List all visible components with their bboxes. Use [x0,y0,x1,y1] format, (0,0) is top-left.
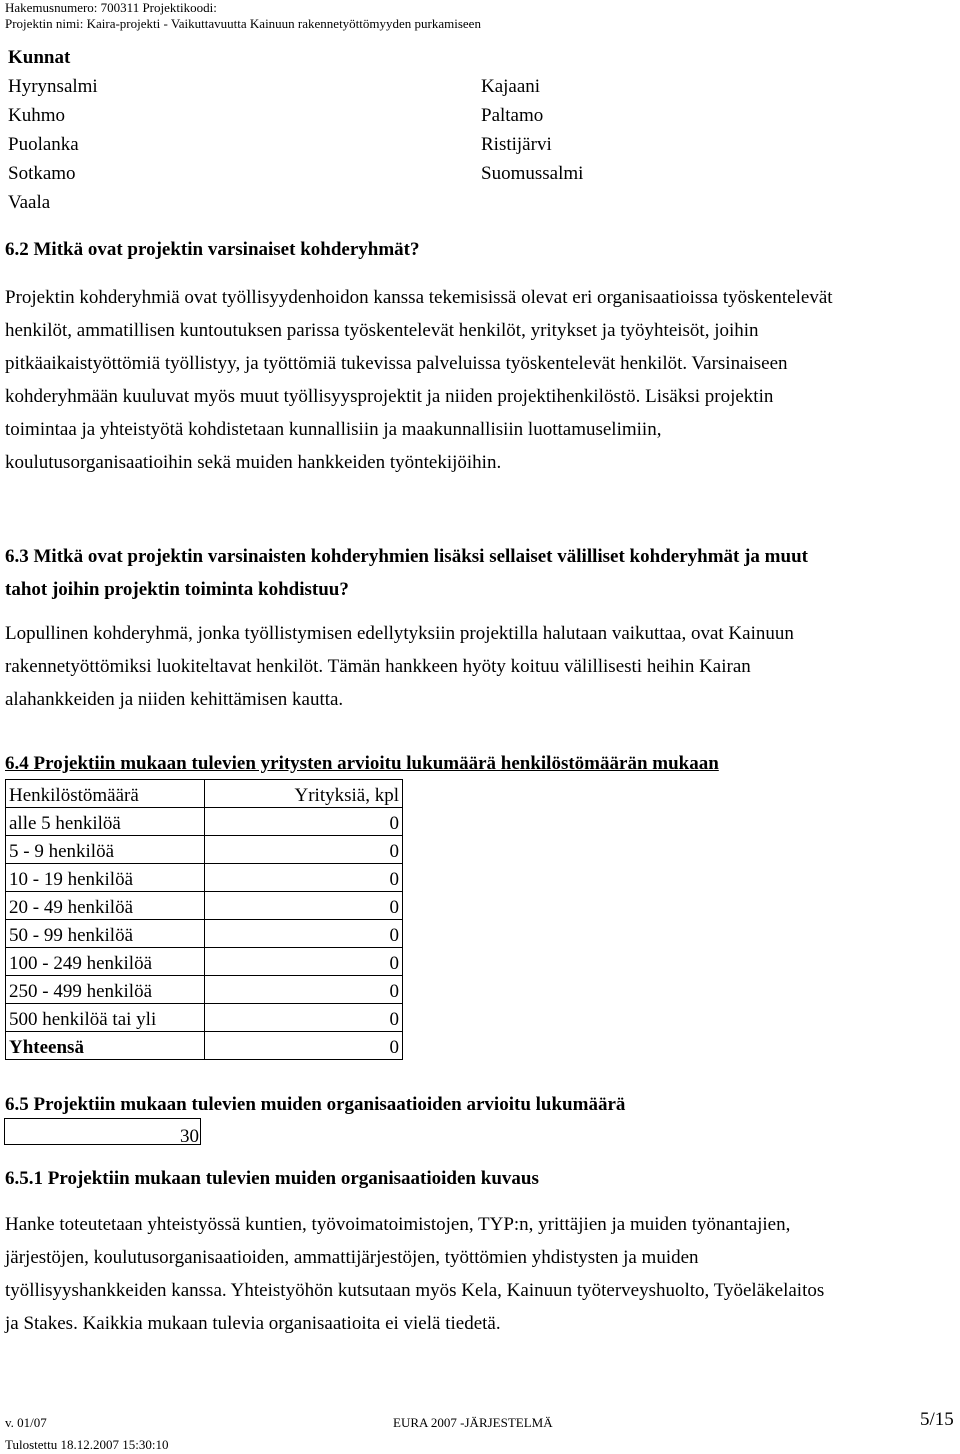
footer-version: v. 01/07 [5,1415,47,1430]
section-6-4-title: 6.4 Projektiin mukaan tulevien yritysten arvioitu lukumäärä henkilöstömäärän mukaan [5,753,719,774]
company-count-cell: 0 [205,1004,403,1032]
municipalities-title: Kunnat [8,47,71,68]
section-6-3-title [5,540,960,606]
table-header-row [6,780,403,808]
table-row [6,836,403,864]
staff-size-cell: 500 henkilöä tai yli [6,1004,205,1032]
paragraph-line: rakennetyöttömiksi luokiteltavat henkilöt. Tämän hankkeen hyöty koituu välillisesti heihin Kairan [5,656,751,677]
section-6-5-1-body [5,1208,960,1340]
application-number: Hakemusnumero: 700311 Projektikoodi: [5,0,217,15]
staff-size-cell: 20 - 49 henkilöä [6,892,205,920]
municipality-item: Paltamo [481,105,544,126]
municipality-item: Sotkamo [8,163,76,184]
section-6-3-body [5,617,960,716]
table-row [6,920,403,948]
staff-size-cell: 5 - 9 henkilöä [6,836,205,864]
section-6-2-title: 6.2 Mitkä ovat projektin varsinaiset kohderyhmät? [5,239,420,260]
section-6-5-title: 6.5 Projektiin mukaan tulevien muiden organisaatioiden arvioitu lukumäärä [5,1094,626,1115]
total-value-cell: 0 [205,1032,403,1060]
company-count-cell: 0 [205,836,403,864]
municipality-item: Puolanka [8,134,79,155]
municipality-item: Suomussalmi [481,163,584,184]
paragraph-line: pitkäaikaistyöttömiä työllistyy, ja työttömiä tukevissa palveluissa työskentelevät henkilöt. Varsinaiseen [5,353,788,374]
company-count-cell: 0 [205,808,403,836]
section-6-2-body [5,281,960,479]
project-name: Projektin nimi: Kaira-projekti - Vaikuttavuutta Kainuun rakennetyöttömyyden purkamiseen [5,16,481,31]
paragraph-line: Hanke toteutetaan yhteistyössä kuntien, työvoimatoimistojen, TYP:n, yrittäjien ja muiden työnantajien, [5,1214,791,1235]
table-row [6,976,403,1004]
staff-size-cell: 10 - 19 henkilöä [6,864,205,892]
paragraph-line: järjestöjen, koulutusorganisaatioiden, ammattijärjestöjen, työttömien yhdistysten ja muiden [5,1247,699,1268]
column-header-companies: Yrityksiä, kpl [205,780,403,808]
paragraph-line: ja Stakes. Kaikkia mukaan tulevia organisaatioita ei vielä tiedetä. [5,1313,501,1334]
company-count-cell: 0 [205,920,403,948]
paragraph-line: työllisyyshankkeiden kanssa. Yhteistyöhön kutsutaan myös Kela, Kainuun työterveyshuolto, Työeläkelaitos [5,1280,825,1301]
table-row [6,1004,403,1032]
paragraph-line: kohderyhmään kuuluvat myös muut työllisyysprojektit ja niiden projektihenkilöstö. Lisäksi projektin [5,386,774,407]
table-row [6,948,403,976]
paragraph-line: toimintaa ja yhteistyötä kohdistetaan kunnallisiin ja maakunnallisiin luottamuselimiin, [5,419,662,440]
paragraph-line: alahankkeiden ja niiden kehittämisen kautta. [5,689,344,710]
footer-page-number: 5/15 [920,1409,954,1430]
municipality-item: Hyrynsalmi [8,76,98,97]
footer-system: EURA 2007 -JÄRJESTELMÄ [393,1415,553,1430]
staff-size-cell: 250 - 499 henkilöä [6,976,205,1004]
title-line: tahot joihin projektin toiminta kohdistuu? [5,579,349,600]
section-6-5-1-title: 6.5.1 Projektiin mukaan tulevien muiden organisaatioiden kuvaus [5,1168,539,1189]
table-row [6,892,403,920]
table-row [6,808,403,836]
paragraph-line: henkilöt, ammatillisen kuntoutuksen parissa työskentelevät henkilöt, yritykset ja työyhteisöt, joihin [5,320,759,341]
municipality-item: Vaala [8,192,51,213]
municipality-item: Kuhmo [8,105,65,126]
table-row [6,864,403,892]
staff-size-cell: alle 5 henkilöä [6,808,205,836]
table-total-row [6,1032,403,1060]
footer-printed-timestamp: Tulostettu 18.12.2007 15:30:10 [5,1437,169,1452]
title-line: 6.3 Mitkä ovat projektin varsinaisten kohderyhmien lisäksi sellaiset välilliset kohderyhmät ja muut [5,546,808,567]
municipality-item: Ristijärvi [481,134,552,155]
company-count-cell: 0 [205,864,403,892]
company-count-cell: 0 [205,892,403,920]
paragraph-line: Lopullinen kohderyhmä, jonka työllistymisen edellytyksiin projektilla halutaan vaikuttaa, ovat Kainuun [5,623,794,644]
company-count-cell: 0 [205,976,403,1004]
staff-size-cell: 100 - 249 henkilöä [6,948,205,976]
other-organisations-count: 30 [4,1118,201,1145]
paragraph-line: Projektin kohderyhmiä ovat työllisyydenhoidon kanssa tekemisissä olevat eri organisaatioissa työskentelevät [5,287,833,308]
column-header-staff: Henkilöstömäärä [6,780,205,808]
total-label-cell: Yhteensä [6,1032,205,1060]
paragraph-line: koulutusorganisaatioihin sekä muiden hankkeiden työntekijöihin. [5,452,502,473]
company-count-table [5,779,403,1060]
company-count-cell: 0 [205,948,403,976]
staff-size-cell: 50 - 99 henkilöä [6,920,205,948]
municipality-item: Kajaani [481,76,541,97]
